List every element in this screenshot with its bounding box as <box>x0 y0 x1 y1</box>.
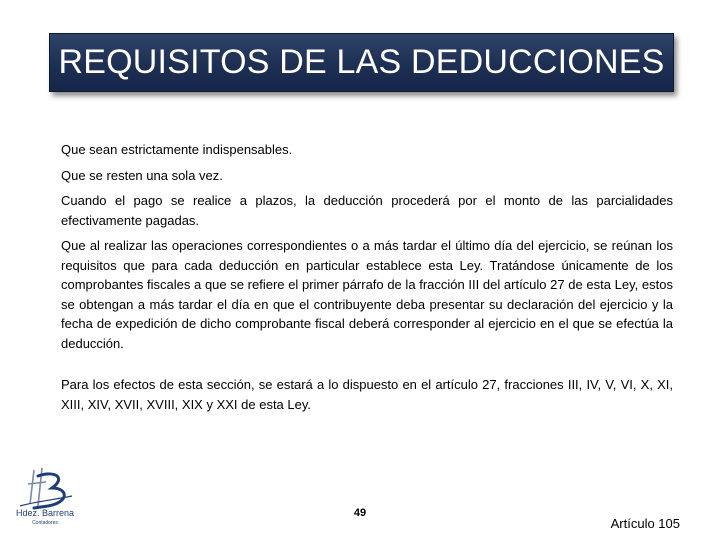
slide-body <box>61 140 673 420</box>
requirement-4: Que al realizar las operaciones correspondientes o a más tardar el último día del ejercicio, se reúnan los requisitos que para cada deducción en particular establece esta Ley. Tratándose únicamente de los comprobantes fiscales a que se refiere el primer párrafo de la fracción III del artículo 27 de esta Ley, estos se obtengan a más tardar el día en que el contribuyente deba presentar su declaración del ejercicio y la fecha de expedición de dicho comprobante fiscal deberá corresponder al ejercicio en el que se efectúa la deducción. <box>61 238 673 351</box>
section-note: Para los efectos de esta sección, se estará a lo dispuesto en el artículo 27, fracciones III, IV, V, VI, X, XI, XIII, XIV, XVII, XVIII, XIX y XXI de esta Ley. <box>61 377 673 412</box>
requirement-3: Cuando el pago se realice a plazos, la deducción procederá por el monto de las parcialidades efectivamente pagadas. <box>61 193 673 228</box>
slide-title: REQUISITOS DE LAS DEDUCCIONES <box>58 43 665 81</box>
requirement-2: Que se resten una sola vez. <box>61 167 223 183</box>
company-logo-mark <box>12 466 78 528</box>
page-number: 49 <box>353 507 367 519</box>
company-logo-name: Hdez. Barrena <box>15 508 75 518</box>
title-banner <box>49 33 674 92</box>
company-logo-subtitle: Contadores <box>32 520 58 526</box>
requirement-1: Que sean estrictamente indispensables. <box>61 142 293 157</box>
article-reference: Artículo 105 <box>610 516 680 531</box>
